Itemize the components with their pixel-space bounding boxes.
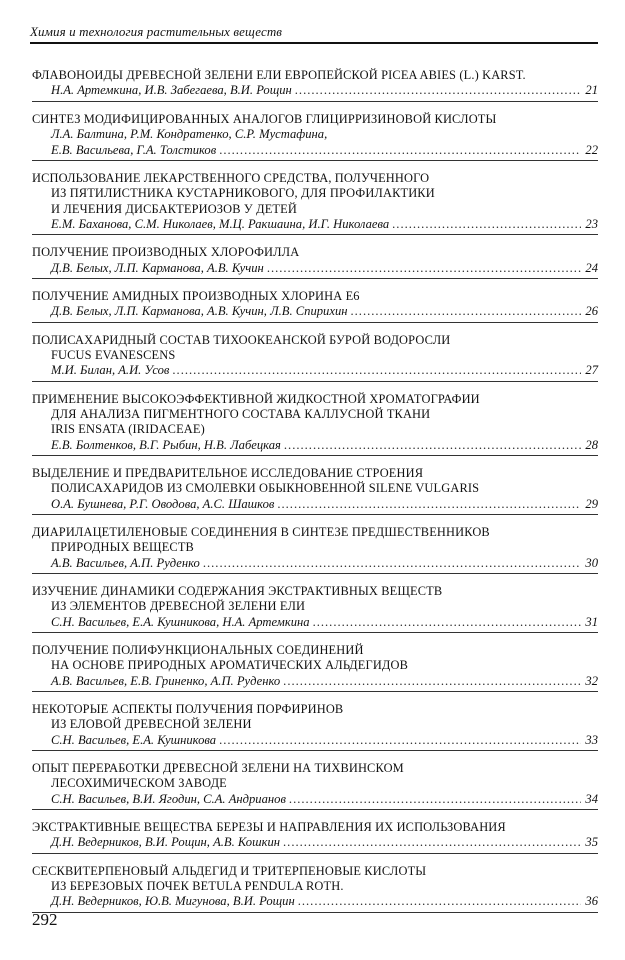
author-names: А.В. Васильев, А.П. Руденко — [51, 555, 200, 570]
author-names: Д.Н. Ведерников, В.И. Рощин, А.В. Кошкин — [51, 835, 281, 850]
entry-title-line: ИЗУЧЕНИЕ ДИНАМИКИ СОДЕРЖАНИЯ ЭКСТРАКТИВНЫХ ВЕЩЕСТВ — [32, 584, 443, 599]
entry-authors — [32, 894, 598, 910]
entry-title-line: ПОЛУЧЕНИЕ ПРОИЗВОДНЫХ ХЛОРОФИЛЛА — [32, 245, 300, 260]
author-names: О.А. Бушнева, Р.Г. Оводова, А.С. Шашков — [51, 496, 275, 511]
entry-page-number: 35 — [585, 835, 598, 850]
leader-dots — [289, 792, 581, 808]
entry-authors — [32, 835, 598, 851]
page-number: 292 — [32, 910, 58, 929]
toc-entry — [32, 818, 598, 854]
entry-title-line: НЕКОТОРЫЕ АСПЕКТЫ ПОЛУЧЕНИЯ ПОРФИРИНОВ — [32, 702, 344, 717]
author-names: Е.В. Болтенков, В.Г. Рыбин, Н.В. Лабецкая — [51, 437, 281, 452]
toc-entry — [32, 110, 598, 161]
entry-title-line: ПОЛУЧЕНИЕ АМИДНЫХ ПРОИЗВОДНЫХ ХЛОРИНА Е6 — [32, 289, 360, 304]
entry-title-line: ОПЫТ ПЕРЕРАБОТКИ ДРЕВЕСНОЙ ЗЕЛЕНИ НА ТИХВИНСКОМ — [32, 761, 404, 776]
author-names: М.И. Билан, А.И. Усов — [51, 363, 170, 378]
entry-page-number: 27 — [585, 363, 598, 378]
leader-dots — [295, 83, 581, 99]
toc-entry — [32, 523, 598, 574]
entry-page-number: 30 — [585, 555, 598, 570]
table-of-contents — [32, 66, 598, 921]
entry-title-line: СЕСКВИТЕРПЕНОВЫЙ АЛЬДЕГИД И ТРИТЕРПЕНОВЫЕ КИСЛОТЫ — [32, 863, 427, 878]
toc-entry — [32, 641, 598, 692]
author-names: С.Н. Васильев, В.И. Ягодин, С.А. Андрианов — [51, 791, 286, 806]
toc-entry — [32, 243, 598, 279]
leader-dots — [298, 894, 581, 910]
entry-page-number: 21 — [585, 83, 598, 98]
entry-authors — [32, 497, 598, 513]
entry-title-line: ИЗ ЕЛОВОЙ ДРЕВЕСНОЙ ЗЕЛЕНИ — [51, 717, 252, 732]
entry-page-number: 36 — [585, 894, 598, 909]
running-header: Химия и технология растительных веществ — [30, 24, 598, 44]
entry-title-line: И ЛЕЧЕНИЯ ДИСБАКТЕРИОЗОВ У ДЕТЕЙ — [51, 201, 297, 216]
toc-entry — [32, 862, 598, 913]
author-names: Е.М. Баханова, С.М. Николаев, М.Ц. Ракшаина, И.Г. Николаева — [51, 216, 390, 231]
entry-authors — [32, 304, 598, 320]
leader-dots — [313, 615, 581, 631]
entry-page-number: 32 — [585, 673, 598, 688]
author-names: Д.В. Белых, Л.П. Карманова, А.В. Кучин — [51, 260, 264, 275]
entry-authors — [32, 261, 598, 277]
entry-authors — [32, 733, 598, 749]
toc-entry — [32, 582, 598, 633]
leader-dots — [351, 304, 582, 320]
entry-title-line: ВЫДЕЛЕНИЕ И ПРЕДВАРИТЕЛЬНОЕ ИССЛЕДОВАНИЕ СТРОЕНИЯ — [32, 466, 424, 481]
entry-page-number: 24 — [585, 260, 598, 275]
entry-title-line: НА ОСНОВЕ ПРИРОДНЫХ АРОМАТИЧЕСКИХ АЛЬДЕГИДОВ — [51, 658, 409, 673]
entry-page-number: 29 — [585, 496, 598, 511]
entry-title-line: ИЗ ПЯТИЛИСТНИКА КУСТАРНИКОВОГО, ДЛЯ ПРОФИЛАКТИКИ — [51, 186, 435, 201]
toc-entry — [32, 700, 598, 751]
author-names: Д.В. Белых, Л.П. Карманова, А.В. Кучин, Л.В. Спирихин — [51, 304, 348, 319]
leader-dots — [172, 363, 581, 379]
author-names: Л.А. Балтина, Р.М. Кондратенко, С.Р. Мустафина, — [51, 127, 328, 141]
entry-title-line: ЭКСТРАКТИВНЫЕ ВЕЩЕСТВА БЕРЕЗЫ И НАПРАВЛЕНИЯ ИХ ИСПОЛЬЗОВАНИЯ — [32, 820, 506, 835]
entry-page-number: 33 — [585, 732, 598, 747]
entry-authors — [32, 615, 598, 631]
entry-authors — [32, 556, 598, 572]
toc-entry — [32, 66, 598, 102]
entry-authors — [32, 127, 598, 143]
entry-title-line: ЛЕСОХИМИЧЕСКОМ ЗАВОДЕ — [51, 776, 227, 791]
entry-title-line: FUCUS EVANESCENS — [51, 348, 176, 363]
entry-title-line: ДИАРИЛАЦЕТИЛЕНОВЫЕ СОЕДИНЕНИЯ В СИНТЕЗЕ ПРЕДШЕСТВЕННИКОВ — [32, 525, 490, 540]
entry-title-line: ПОЛИСАХАРИДОВ ИЗ СМОЛЕВКИ ОБЫКНОВЕННОЙ SILENE VULGARIS — [51, 481, 480, 496]
leader-dots — [277, 497, 581, 513]
entry-authors — [32, 143, 598, 159]
author-names: С.Н. Васильев, Е.А. Кушникова, Н.А. Артемкина — [51, 614, 310, 629]
entry-title-line: ПОЛУЧЕНИЕ ПОЛИФУНКЦИОНАЛЬНЫХ СОЕДИНЕНИЙ — [32, 643, 364, 658]
entry-title-line: ИЗ БЕРЕЗОВЫХ ПОЧЕК BETULA PENDULA ROTH. — [51, 879, 344, 894]
entry-title-line: ФЛАВОНОИДЫ ДРЕВЕСНОЙ ЗЕЛЕНИ ЕЛИ ЕВРОПЕЙСКОЙ PICEA ABIES (L.) KARST. — [32, 68, 526, 82]
entry-page-number: 28 — [585, 437, 598, 452]
entry-title-line: ИСПОЛЬЗОВАНИЕ ЛЕКАРСТВЕННОГО СРЕДСТВА, ПОЛУЧЕННОГО — [32, 171, 430, 186]
toc-entry — [32, 169, 598, 235]
entry-page-number: 22 — [585, 142, 598, 157]
author-names: Е.В. Васильева, Г.А. Толстиков — [51, 142, 217, 157]
leader-dots — [267, 261, 581, 277]
toc-entry — [32, 331, 598, 382]
toc-entry — [32, 759, 598, 810]
author-names: С.Н. Васильев, Е.А. Кушникова — [51, 732, 217, 747]
entry-authors — [32, 363, 598, 379]
entry-authors — [32, 83, 598, 99]
leader-dots — [283, 835, 581, 851]
entry-page-number: 34 — [585, 791, 598, 806]
entry-title-line: IRIS ENSATA (IRIDACEAE) — [51, 422, 205, 437]
toc-entry — [32, 287, 598, 323]
toc-entry — [32, 464, 598, 515]
leader-dots — [283, 674, 581, 690]
entry-title-line: ПОЛИСАХАРИДНЫЙ СОСТАВ ТИХООКЕАНСКОЙ БУРОЙ ВОДОРОСЛИ — [32, 332, 451, 347]
entry-page-number: 31 — [585, 614, 598, 629]
entry-authors — [32, 792, 598, 808]
leader-dots — [203, 556, 581, 572]
entry-title-line: ИЗ ЭЛЕМЕНТОВ ДРЕВЕСНОЙ ЗЕЛЕНИ ЕЛИ — [51, 599, 306, 614]
leader-dots — [284, 438, 581, 454]
toc-entry — [32, 390, 598, 456]
entry-page-number: 23 — [585, 216, 598, 231]
leader-dots — [219, 733, 581, 749]
entry-title-line: ДЛЯ АНАЛИЗА ПИГМЕНТНОГО СОСТАВА КАЛЛУСНОЙ ТКАНИ — [51, 407, 431, 422]
entry-title-line: СИНТЕЗ МОДИФИЦИРОВАННЫХ АНАЛОГОВ ГЛИЦИРРИЗИНОВОЙ КИСЛОТЫ — [32, 111, 497, 126]
author-names: Д.Н. Ведерников, Ю.В. Мигунова, В.И. Рощин — [51, 894, 295, 909]
leader-dots — [392, 217, 581, 233]
entry-title-line: ПРИРОДНЫХ ВЕЩЕСТВ — [51, 540, 194, 555]
author-names: Н.А. Артемкина, И.В. Забегаева, В.И. Рощин — [51, 83, 292, 98]
entry-authors — [32, 438, 598, 454]
entry-page-number: 26 — [585, 304, 598, 319]
entry-title-line: ПРИМЕНЕНИЕ ВЫСОКОЭФФЕКТИВНОЙ ЖИДКОСТНОЙ ХРОМАТОГРАФИИ — [32, 391, 480, 406]
leader-dots — [219, 143, 581, 159]
entry-authors — [32, 674, 598, 690]
author-names: А.В. Васильев, Е.В. Гриненко, А.П. Руденко — [51, 673, 281, 688]
entry-authors — [32, 217, 598, 233]
